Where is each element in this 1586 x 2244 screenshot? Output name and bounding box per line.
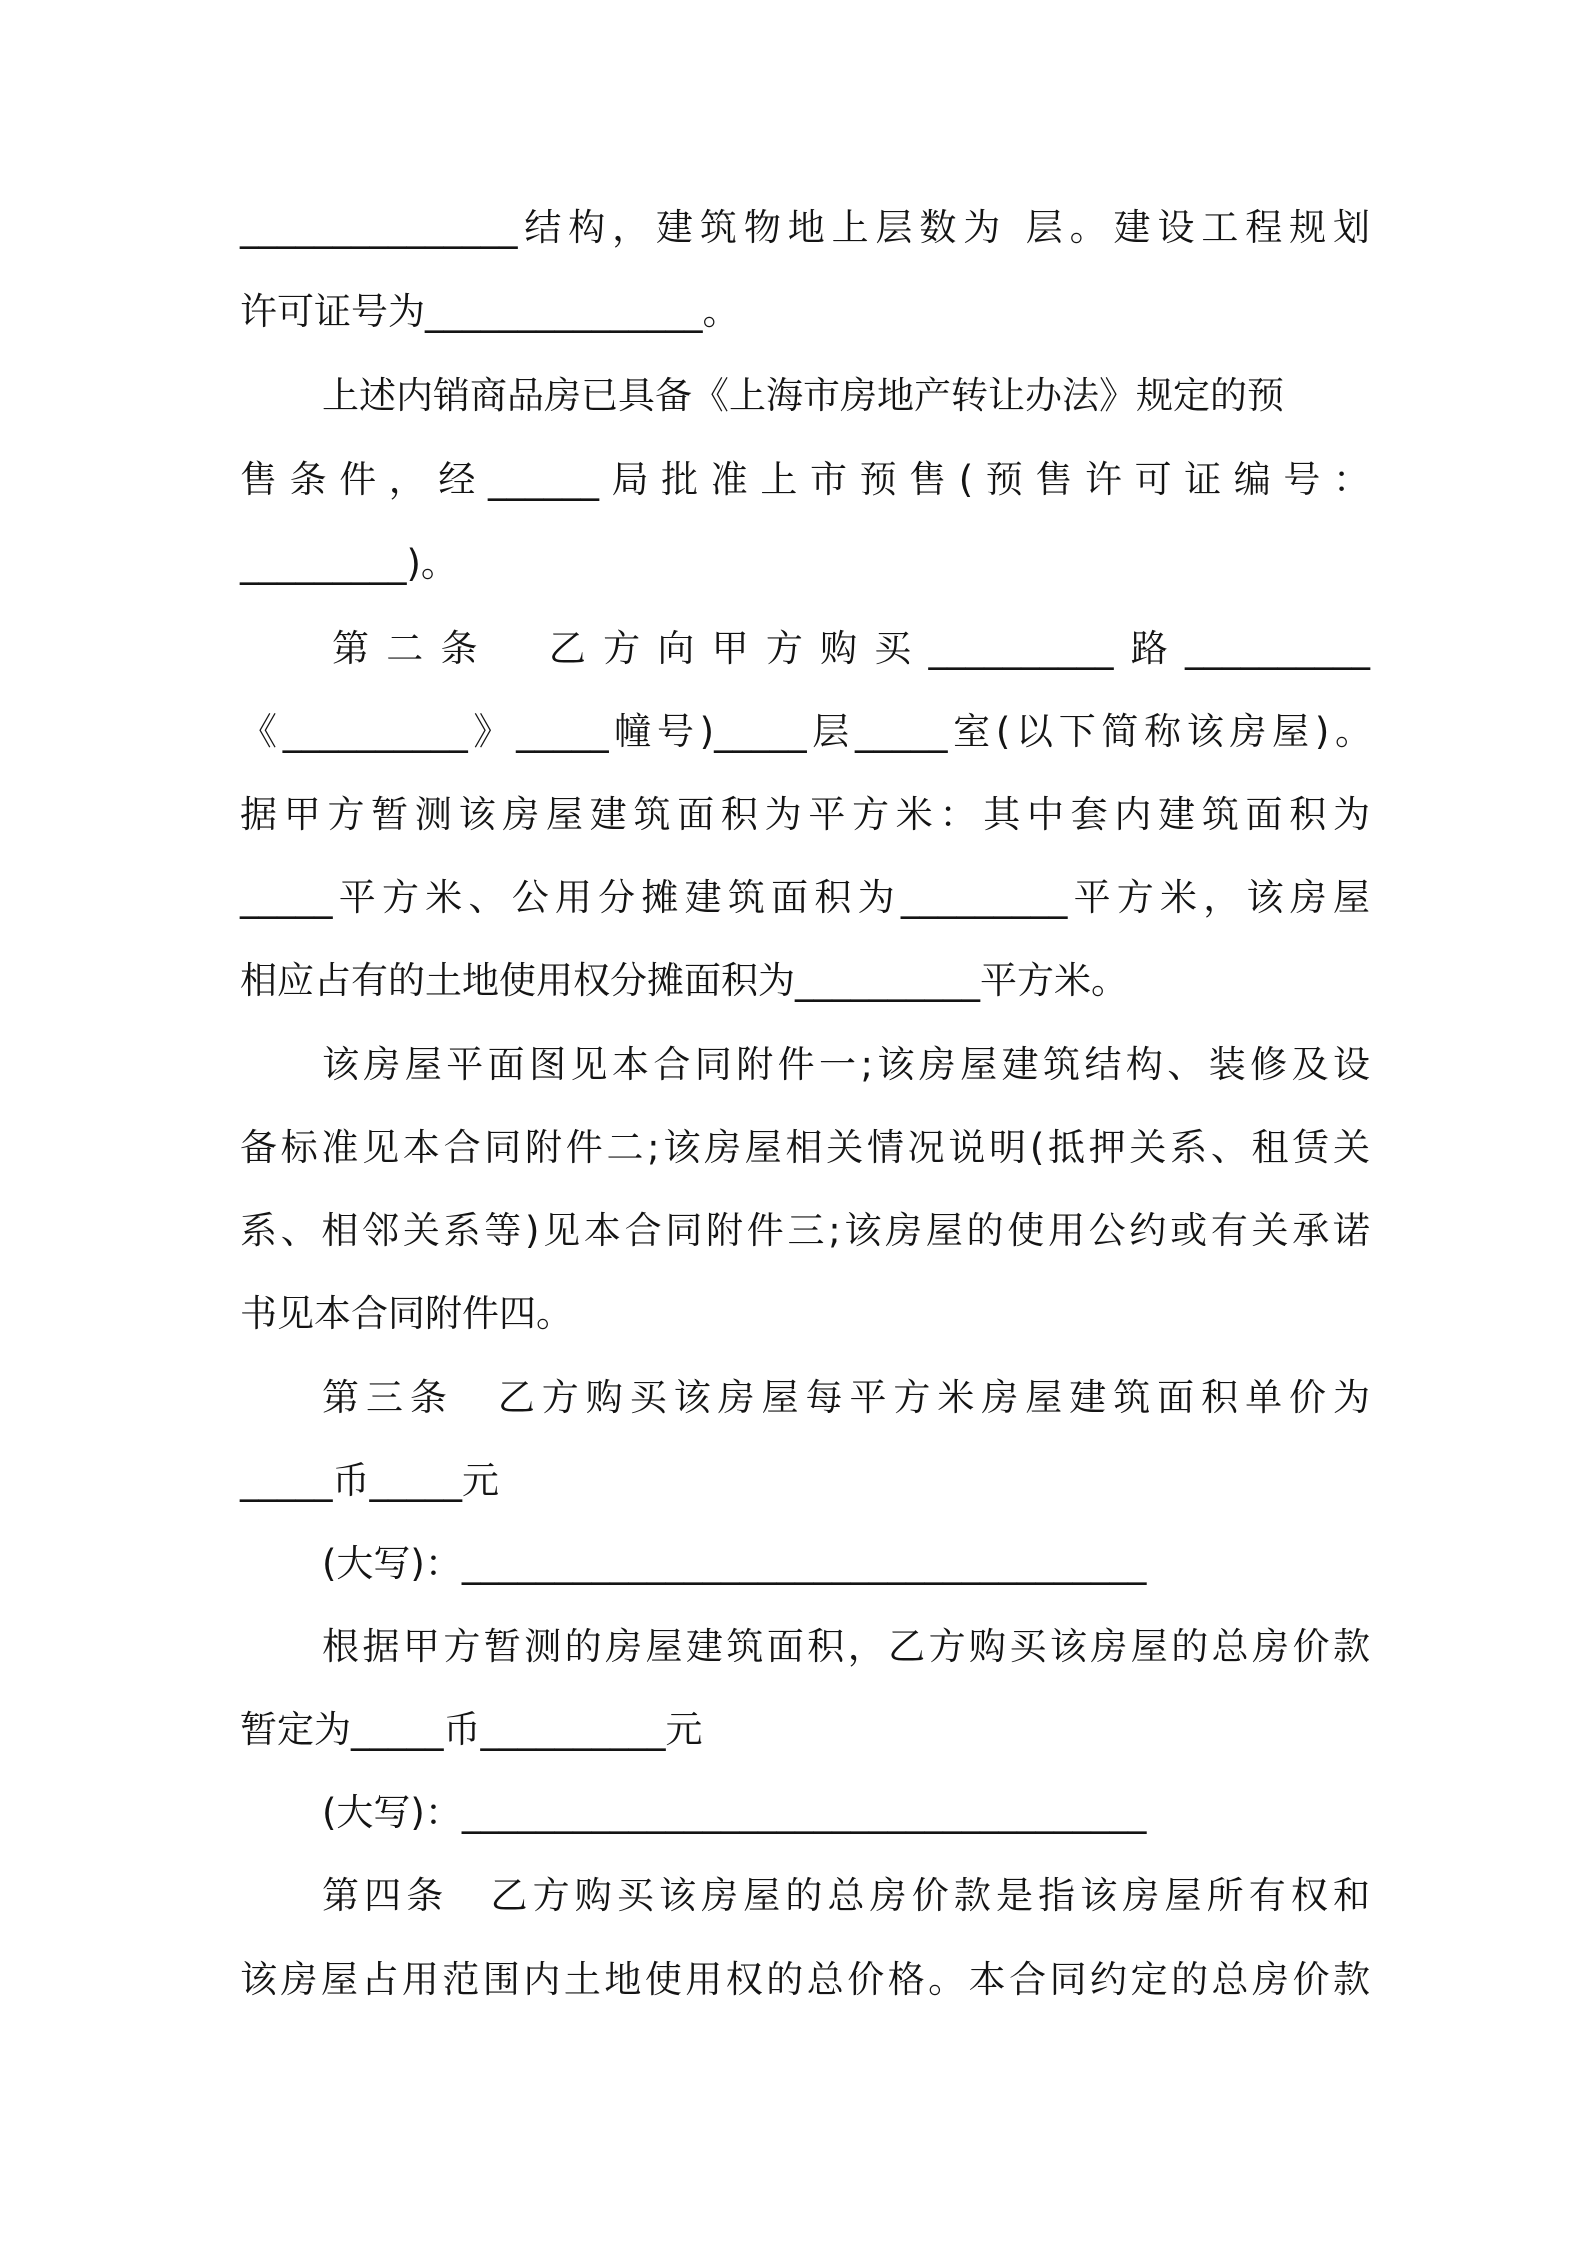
text-line: 该房屋占用范围内土地使用权的总价格。本合同约定的总房价款	[240, 1958, 1370, 2001]
text-line: _______________结构，建筑物地上层数为 层。建设工程规划	[240, 206, 1370, 249]
text-line: 该房屋平面图见本合同附件一;该房屋建筑结构、装修及设	[322, 1043, 1370, 1086]
text-line: 许可证号为_______________。	[240, 290, 740, 333]
text-line: _____平方米、公用分摊建筑面积为_________平方米，该房屋	[240, 876, 1370, 919]
text-line: 备标准见本合同附件二;该房屋相关情况说明(抵押关系、租赁关	[240, 1126, 1370, 1169]
text-line: 系、相邻关系等)见本合同附件三;该房屋的使用公约或有关承诺	[240, 1209, 1370, 1252]
text-line: _____币_____元	[240, 1459, 499, 1502]
text-line: 《__________》_____幢号)_____层_____室(以下简称该房屋)。	[240, 710, 1372, 753]
text-line: 上述内销商品房已具备《上海市房地产转让办法》规定的预	[322, 374, 1284, 417]
text-line: (大写)：_____________________________________	[322, 1791, 1147, 1834]
article-2-heading-line: 第二条 乙方向甲方购买__________路__________	[332, 627, 1370, 670]
text-line: _________)。	[240, 542, 458, 585]
text-line: 暂定为_____币__________元	[240, 1708, 703, 1751]
text-line: 书见本合同附件四。	[240, 1292, 573, 1335]
text-line: 据甲方暂测该房屋建筑面积为平方米：其中套内建筑面积为	[240, 793, 1370, 836]
text-line: (大写)：_____________________________________	[322, 1542, 1147, 1585]
article-3-heading-line: 第三条 乙方购买该房屋每平方米房屋建筑面积单价为	[322, 1376, 1370, 1419]
text-line: 售条件，经______局批准上市预售(预售许可证编号：	[240, 458, 1370, 501]
article-4-heading-line: 第四条 乙方购买该房屋的总房价款是指该房屋所有权和	[322, 1874, 1370, 1917]
text-line: 根据甲方暂测的房屋建筑面积，乙方购买该房屋的总房价款	[322, 1625, 1370, 1668]
text-line: 相应占有的土地使用权分摊面积为__________平方米。	[240, 959, 1128, 1002]
